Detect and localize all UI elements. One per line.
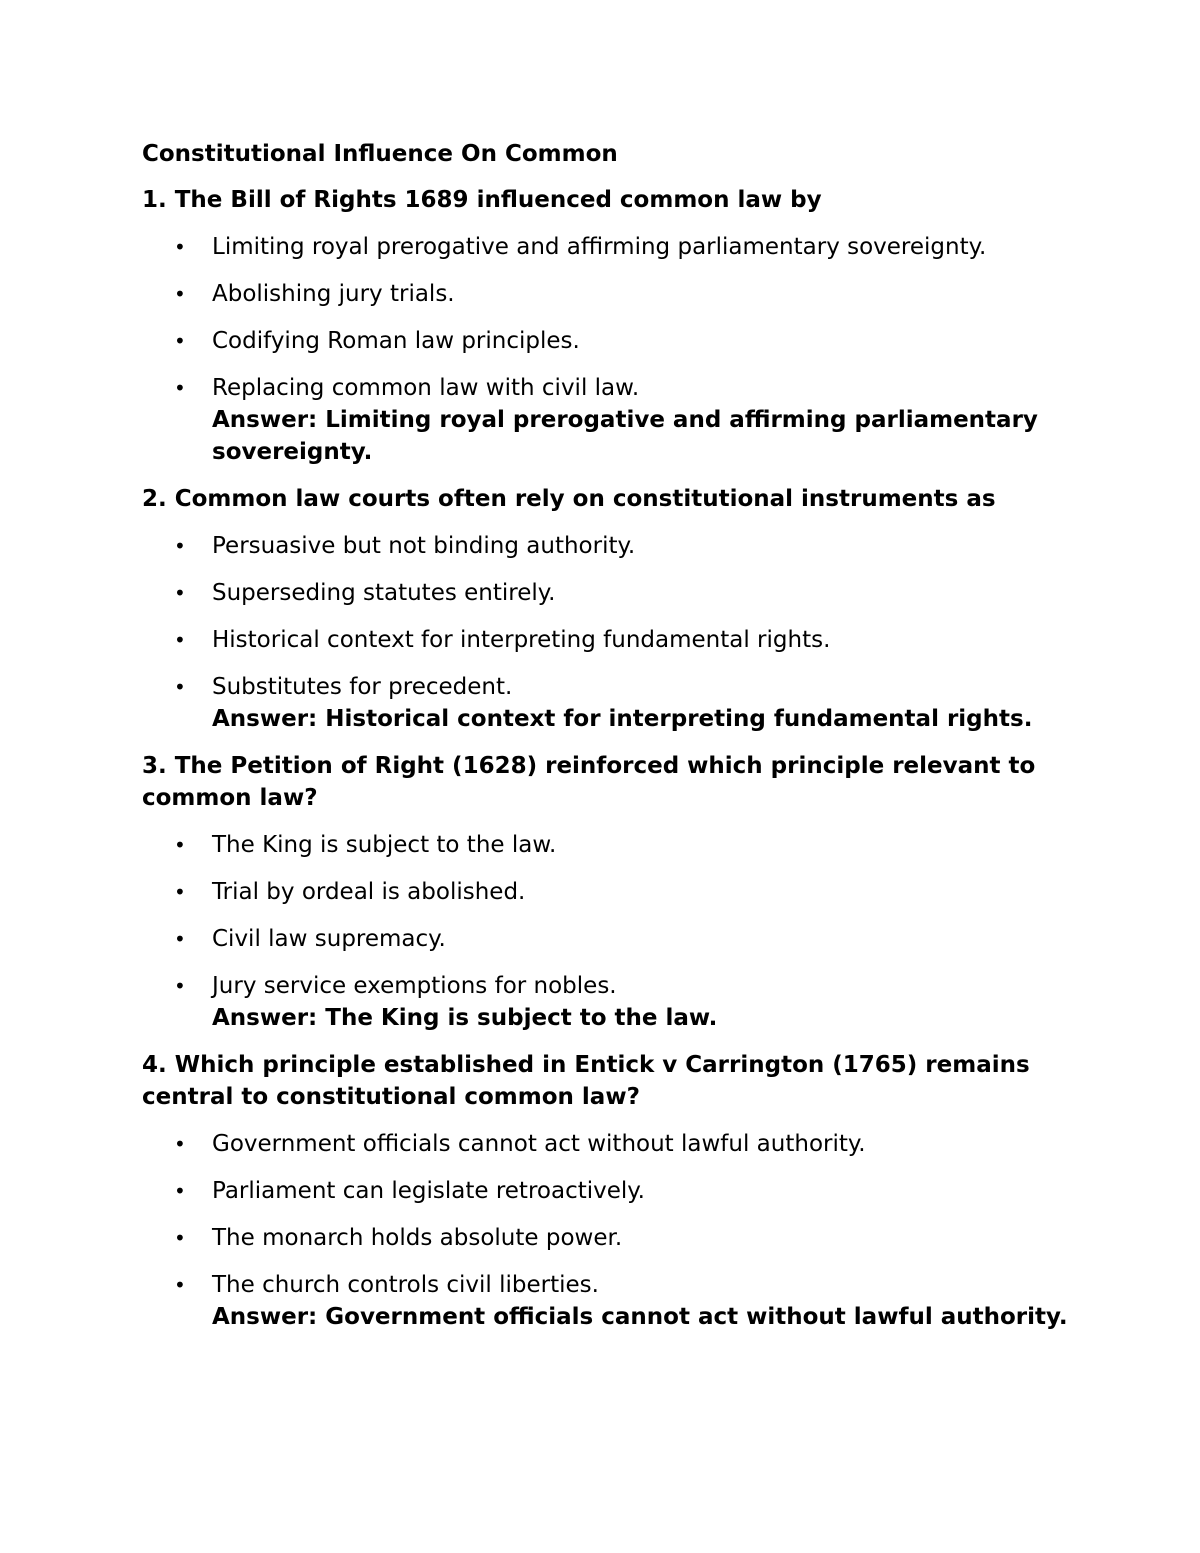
bullet-icon: • xyxy=(174,880,186,904)
bullet-icon: • xyxy=(174,235,186,259)
options-list xyxy=(142,231,1072,468)
bullet-icon: • xyxy=(174,329,186,353)
option-text: Limiting royal prerogative and affirming parliamentary sovereignty. xyxy=(212,234,987,260)
option-text: Jury service exemptions for nobles. xyxy=(212,973,617,999)
option-text: Substitutes for precedent. xyxy=(212,674,513,700)
option-text: Codifying Roman law principles. xyxy=(212,328,580,354)
answer-text: Answer: Limiting royal prerogative and affirming parliamentary sovereignty. xyxy=(212,407,1038,465)
option-text: The church controls civil liberties. xyxy=(212,1272,599,1298)
document-page xyxy=(142,138,1072,1348)
option-item xyxy=(142,671,1072,735)
bullet-icon: • xyxy=(174,927,186,951)
option-text: Abolishing jury trials. xyxy=(212,281,455,307)
question-block xyxy=(142,1049,1072,1333)
bullet-icon: • xyxy=(174,974,186,998)
question-text: 4. Which principle established in Entick v Carrington (1765) remains central to constitutional common law? xyxy=(142,1052,1030,1110)
question-text: 2. Common law courts often rely on constitutional instruments as xyxy=(142,486,996,512)
question-block xyxy=(142,483,1072,735)
option-text: Parliament can legislate retroactively. xyxy=(212,1178,645,1204)
option-item xyxy=(142,624,1072,656)
bullet-icon: • xyxy=(174,1226,186,1250)
option-item xyxy=(142,530,1072,562)
bullet-icon: • xyxy=(174,1273,186,1297)
answer-text: Answer: Government officials cannot act without lawful authority. xyxy=(212,1304,1068,1330)
option-text: Government officials cannot act without lawful authority. xyxy=(212,1131,866,1157)
option-item xyxy=(142,1269,1072,1333)
option-item xyxy=(142,372,1072,468)
option-item xyxy=(142,876,1072,908)
option-text: Replacing common law with civil law. xyxy=(212,375,640,401)
options-list xyxy=(142,1128,1072,1333)
bullet-icon: • xyxy=(174,376,186,400)
option-text: Historical context for interpreting fundamental rights. xyxy=(212,627,831,653)
option-text: Superseding statutes entirely. xyxy=(212,580,556,606)
option-text: The monarch holds absolute power. xyxy=(212,1225,623,1251)
option-text: The King is subject to the law. xyxy=(212,832,557,858)
option-item xyxy=(142,923,1072,955)
bullet-icon: • xyxy=(174,628,186,652)
bullet-icon: • xyxy=(174,675,186,699)
option-item xyxy=(142,278,1072,310)
option-item xyxy=(142,1222,1072,1254)
option-item xyxy=(142,325,1072,357)
question-text: 3. The Petition of Right (1628) reinforced which principle relevant to common law? xyxy=(142,753,1036,811)
question-text: 1. The Bill of Rights 1689 influenced common law by xyxy=(142,187,822,213)
option-text: Persuasive but not binding authority. xyxy=(212,533,636,559)
question-block xyxy=(142,184,1072,468)
option-text: Trial by ordeal is abolished. xyxy=(212,879,526,905)
bullet-icon: • xyxy=(174,581,186,605)
answer-text: Answer: Historical context for interpreting fundamental rights. xyxy=(212,706,1033,732)
option-item xyxy=(142,1175,1072,1207)
bullet-icon: • xyxy=(174,534,186,558)
document-title: Constitutional Influence On Common xyxy=(142,141,618,167)
bullet-icon: • xyxy=(174,1179,186,1203)
option-item xyxy=(142,970,1072,1034)
bullet-icon: • xyxy=(174,282,186,306)
bullet-icon: • xyxy=(174,1132,186,1156)
option-item xyxy=(142,231,1072,263)
options-list xyxy=(142,829,1072,1034)
answer-text: Answer: The King is subject to the law. xyxy=(212,1005,718,1031)
option-item xyxy=(142,829,1072,861)
option-text: Civil law supremacy. xyxy=(212,926,446,952)
option-item xyxy=(142,1128,1072,1160)
options-list xyxy=(142,530,1072,735)
bullet-icon: • xyxy=(174,833,186,857)
option-item xyxy=(142,577,1072,609)
question-block xyxy=(142,750,1072,1034)
